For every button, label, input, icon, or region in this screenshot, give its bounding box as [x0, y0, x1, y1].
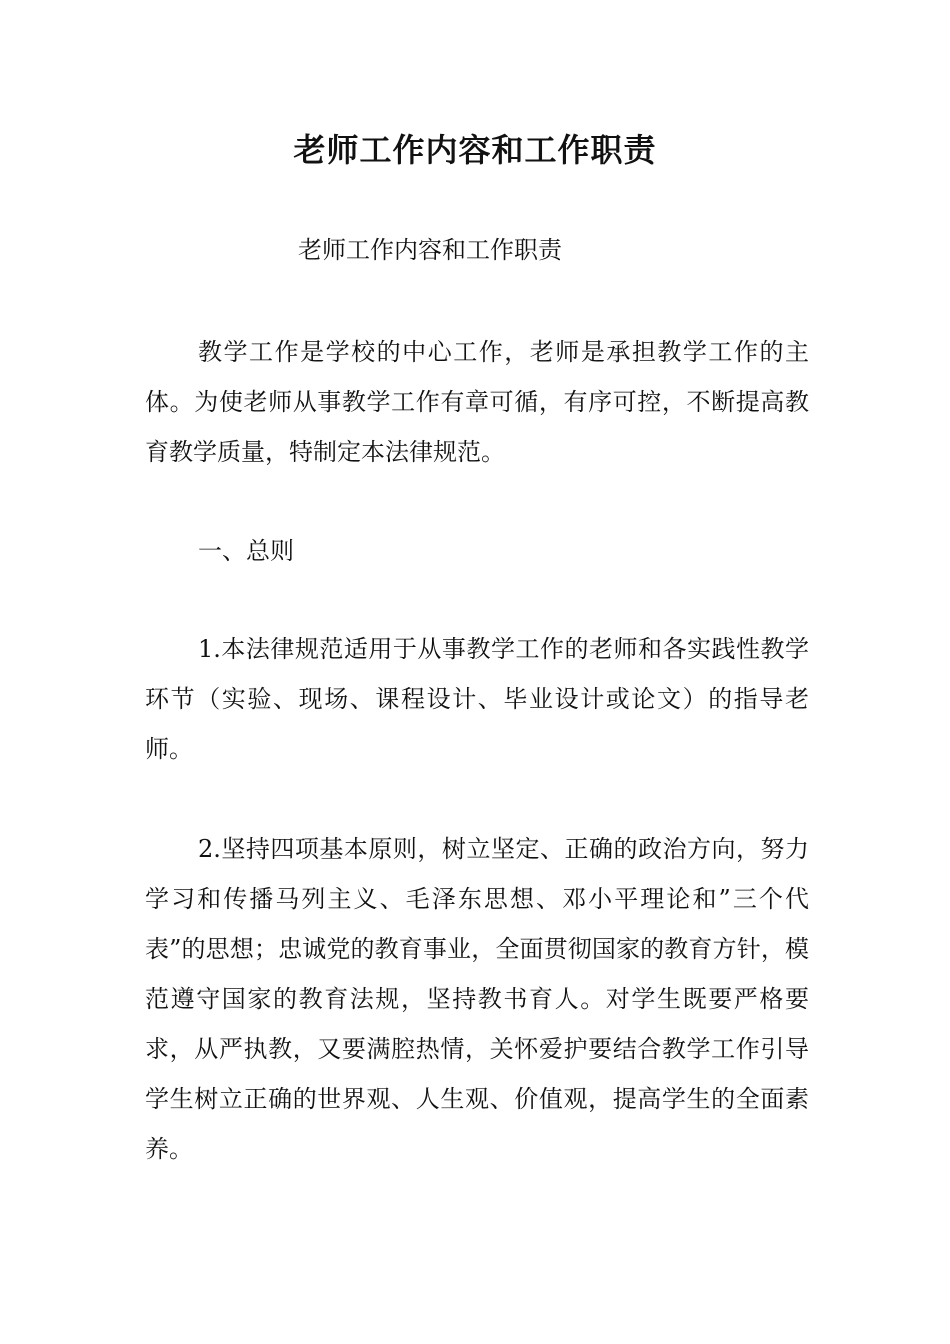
section-heading-general: 一、总则	[198, 537, 294, 565]
clause-2-paragraph: 2.坚持四项基本原则，树立坚定、正确的政治方向，努力学习和传播马列主义、毛泽东思想、邓小平理论和”三个代表”的思想；忠诚党的教育事业，全面贯彻国家的教育方针，模范遵守国家的教育法规，坚持教书育人。对学生既要严格要求，从严执教，又要满腔热情，关怀爱护要结合教学工作引导学生树立正确的世界观、人生观、价值观，提高学生的全面素养。	[145, 835, 809, 1163]
document-title: 老师工作内容和工作职责	[293, 131, 657, 169]
document-subtitle: 老师工作内容和工作职责	[298, 236, 562, 264]
clause-1-paragraph: 1.本法律规范适用于从事教学工作的老师和各实践性教学环节（实验、现场、课程设计、毕业设计或论文）的指导老师。	[145, 635, 809, 763]
intro-paragraph: 教学工作是学校的中心工作，老师是承担教学工作的主体。为使老师从事教学工作有章可循，有序可控，不断提高教育教学质量，特制定本法律规范。	[145, 338, 809, 466]
